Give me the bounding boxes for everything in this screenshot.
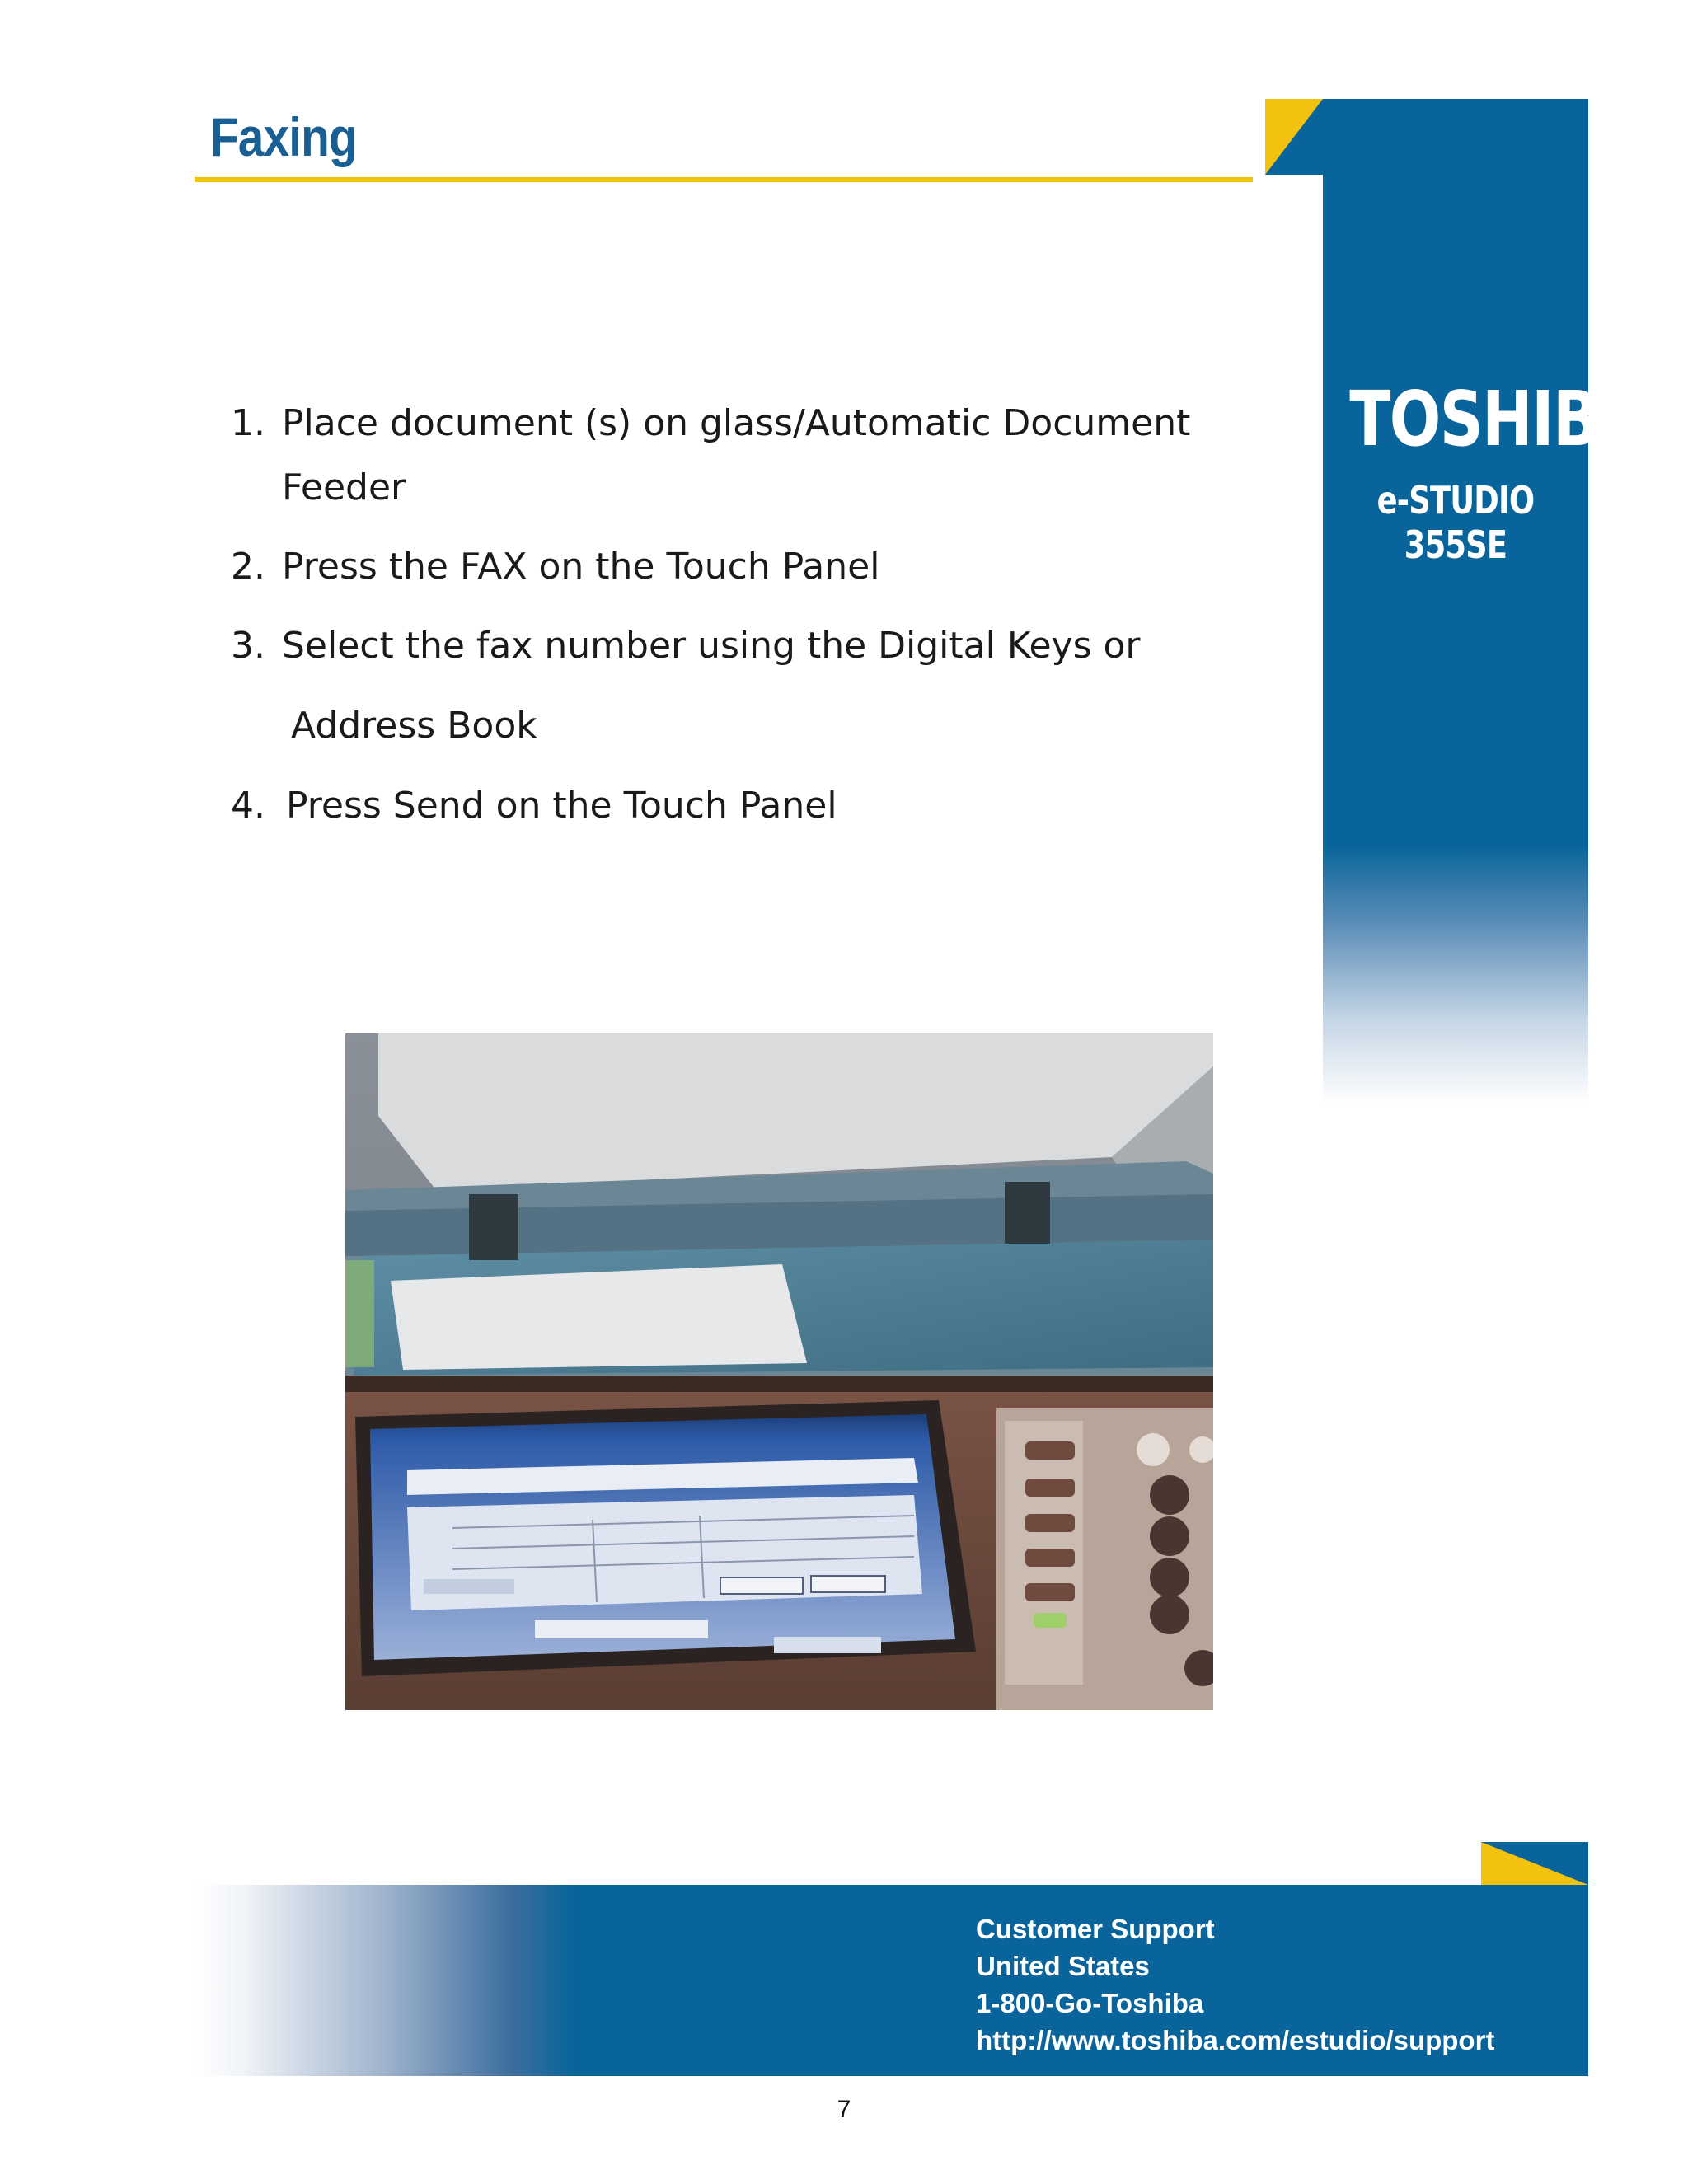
step-text: Place document (s) on glass/Automatic Document xyxy=(282,402,1191,444)
side-brand-panel xyxy=(1323,99,1643,1104)
page-title: Faxing xyxy=(210,106,357,167)
step-number: 1. xyxy=(231,402,265,444)
step-text: Press Send on the Touch Panel xyxy=(286,785,837,827)
step-number: 4. xyxy=(231,785,265,827)
step-text: Address Book xyxy=(291,705,537,747)
step-item-1-continued xyxy=(282,466,406,509)
title-underline xyxy=(195,177,1253,182)
customer-support-block xyxy=(976,1910,1494,2059)
copier-photo xyxy=(345,1033,1213,1710)
side-panel-yellow-accent xyxy=(1265,99,1323,175)
brand-logo-text: TOSHIBA xyxy=(1349,375,1643,463)
footer-yellow-accent xyxy=(1481,1842,1588,1885)
step-text: Feeder xyxy=(282,466,406,509)
step-number: 2. xyxy=(231,546,265,588)
step-item-3 xyxy=(231,625,1141,667)
step-item-2 xyxy=(231,546,879,588)
step-text: Press the FAX on the Touch Panel xyxy=(282,546,880,588)
support-region: United States xyxy=(976,1951,1150,1981)
support-url: http://www.toshiba.com/estudio/support xyxy=(976,2025,1495,2055)
step-item-4 xyxy=(231,785,837,827)
support-phone: 1-800-Go-Toshiba xyxy=(976,1988,1204,2018)
step-text: Select the fax number using the Digital Keys or xyxy=(282,625,1141,667)
step-number: 3. xyxy=(231,625,265,667)
model-name: e-STUDIO 355SE xyxy=(1376,478,1535,567)
step-item-3-continued xyxy=(291,705,537,747)
copier-photo-illustration xyxy=(345,1033,1213,1710)
page-number: 7 xyxy=(837,2096,851,2123)
step-item-1 xyxy=(231,402,1190,444)
support-heading: Customer Support xyxy=(976,1914,1215,1944)
